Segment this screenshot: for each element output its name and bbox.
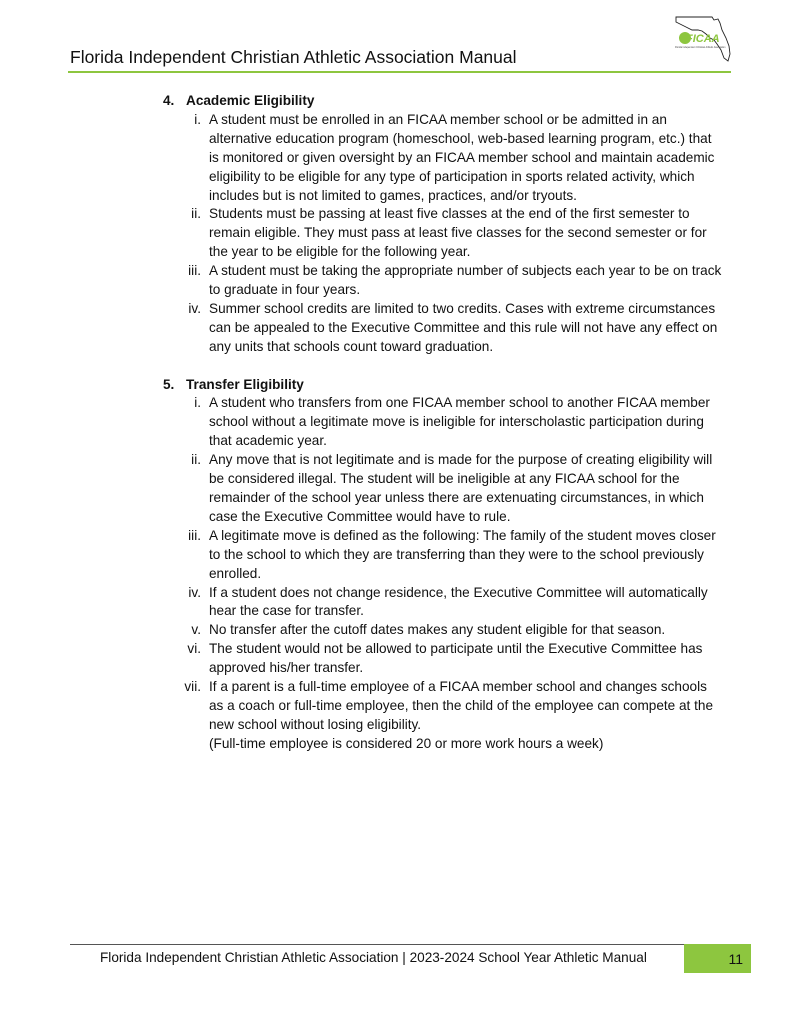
item-numeral: i. <box>194 395 201 411</box>
item-text: A student must be enrolled in an FICAA member school or be admitted in an alternative education program (homeschool, web-based learning program, etc.) that is monitored or given oversight by an FICAA member school and maintain academic eligibility to be eligible for any type of participation in sports related activity, which includes but is not limited to games, practices, and/or tryouts. <box>209 111 715 203</box>
header-rule <box>68 71 731 73</box>
footer-rule <box>70 944 684 945</box>
item-numeral: ii. <box>191 452 201 468</box>
list-item <box>163 111 723 206</box>
section-transfer-eligibility <box>163 376 723 754</box>
item-numeral: vii. <box>184 679 201 695</box>
item-text: A student must be taking the appropriate number of subjects each year to be on track to graduate in four years. <box>209 263 722 298</box>
list-item <box>163 640 723 678</box>
list-item <box>163 451 723 527</box>
page-header-title: Florida Independent Christian Athletic Association Manual <box>70 47 517 67</box>
ficaa-logo <box>672 14 732 64</box>
list-item <box>163 678 723 754</box>
section-heading <box>163 376 723 395</box>
section-title: Academic Eligibility <box>186 93 315 108</box>
item-text: A student who transfers from one FICAA member school to another FICAA member school without a legitimate move is ineligible for interscholastic participation during that academic year. <box>209 395 710 449</box>
list-item <box>163 300 723 357</box>
item-text: Any move that is not legitimate and is made for the purpose of creating eligibility will be considered illegal. The student will be ineligible at any FICAA school for the remainder of the school year unless there are extenuating circumstances, in which case the Executive Committee would have to rule. <box>209 452 713 524</box>
section-items <box>163 394 723 753</box>
document-body <box>163 92 723 754</box>
item-numeral: v. <box>191 622 201 638</box>
item-numeral: iii. <box>188 527 201 543</box>
item-text: If a parent is a full-time employee of a FICAA member school and changes schools as a coach or full-time employee, then the child of the employee can compete at the new school without losing eligibility. <box>209 679 714 732</box>
list-item <box>163 527 723 584</box>
item-numeral: vi. <box>187 641 201 657</box>
item-numeral: ii. <box>191 206 201 222</box>
item-text: The student would not be allowed to participate until the Executive Committee has approved his/her transfer. <box>209 641 703 676</box>
item-numeral: iv. <box>188 300 201 316</box>
item-note: (Full-time employee is considered 20 or more work hours a week) <box>209 735 604 751</box>
item-text: A legitimate move is defined as the following: The family of the student moves closer to the school to which they are transferring than they were to the school previously enrolled. <box>209 527 716 581</box>
item-text: Summer school credits are limited to two credits. Cases with extreme circumstances can be appealed to the Executive Committee and this rule will not have any effect on any units that schools count toward graduation. <box>209 300 718 354</box>
logo-subtext: Florida Independent Christian Athletic Association <box>675 47 726 49</box>
section-heading <box>163 92 723 111</box>
item-text: If a student does not change residence, the Executive Committee will automatically hear the case for transfer. <box>209 584 708 619</box>
list-item <box>163 394 723 451</box>
section-number: 5. <box>163 376 175 392</box>
list-item <box>163 584 723 622</box>
section-number: 4. <box>163 93 175 108</box>
item-numeral: iv. <box>188 584 201 600</box>
item-numeral: i. <box>194 111 201 127</box>
item-numeral: iii. <box>188 263 201 279</box>
list-item <box>163 262 723 300</box>
item-text: Students must be passing at least five classes at the end of the first semester to remain eligible. They must pass at least five classes for the second semester or for the year to be eligible for the following year. <box>209 206 707 260</box>
section-title: Transfer Eligibility <box>186 376 304 392</box>
item-text-block <box>209 678 723 754</box>
list-item <box>163 205 723 262</box>
list-item <box>163 621 723 640</box>
page-number: 11 <box>684 944 751 973</box>
section-items <box>163 111 723 357</box>
footer-text: Florida Independent Christian Athletic Association | 2023-2024 School Year Athletic Manual <box>100 950 647 965</box>
item-text: No transfer after the cutoff dates makes any student eligible for that season. <box>209 622 666 638</box>
logo-wordmark: FICAA <box>686 33 720 45</box>
section-academic-eligibility <box>163 92 723 357</box>
